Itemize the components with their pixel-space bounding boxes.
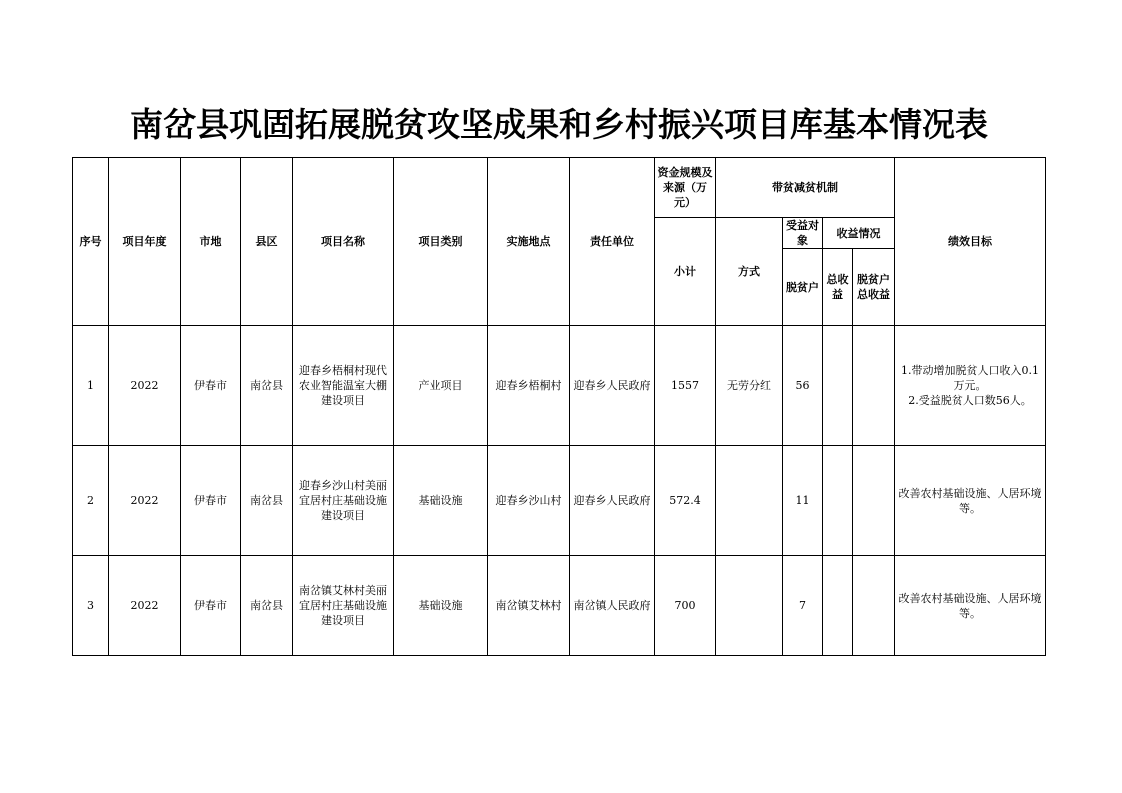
cell-name: 迎春乡梧桐村现代农业智能温室大棚建设项目 — [293, 326, 394, 446]
cell-unit: 迎春乡人民政府 — [570, 326, 655, 446]
cell-poor-households: 11 — [783, 446, 823, 556]
cell-poor-total-income — [853, 326, 895, 446]
cell-county: 南岔县 — [241, 326, 293, 446]
cell-performance — [895, 446, 1046, 556]
cell-location: 南岔镇艾林村 — [488, 556, 570, 656]
cell-county: 南岔县 — [241, 556, 293, 656]
cell-location: 迎春乡梧桐村 — [488, 326, 570, 446]
cell-seq: 2 — [73, 446, 109, 556]
cell-name: 迎春乡沙山村美丽宜居村庄基础设施建设项目 — [293, 446, 394, 556]
cell-location: 迎春乡沙山村 — [488, 446, 570, 556]
cell-seq: 3 — [73, 556, 109, 656]
header-category: 项目类别 — [394, 158, 488, 326]
cell-unit: 南岔镇人民政府 — [570, 556, 655, 656]
header-year: 项目年度 — [109, 158, 181, 326]
cell-performance — [895, 326, 1046, 446]
cell-seq: 1 — [73, 326, 109, 446]
header-county: 县区 — [241, 158, 293, 326]
cell-subtotal: 1557 — [655, 326, 716, 446]
cell-name: 南岔镇艾林村美丽宜居村庄基础设施建设项目 — [293, 556, 394, 656]
cell-county: 南岔县 — [241, 446, 293, 556]
cell-total-income — [823, 446, 853, 556]
performance-line: 1.带动增加脱贫人口收入0.1万元。 — [901, 364, 1039, 392]
header-name: 项目名称 — [293, 158, 394, 326]
cell-method: 无劳分红 — [716, 326, 783, 446]
cell-method — [716, 446, 783, 556]
cell-poor-total-income — [853, 446, 895, 556]
header-poor-total-income: 脱贫户总收益 — [853, 249, 895, 326]
header-location: 实施地点 — [488, 158, 570, 326]
cell-total-income — [823, 556, 853, 656]
header-unit: 责任单位 — [570, 158, 655, 326]
header-performance: 绩效目标 — [895, 158, 1046, 326]
cell-city: 伊春市 — [181, 446, 241, 556]
cell-unit: 迎春乡人民政府 — [570, 446, 655, 556]
cell-poor-total-income — [853, 556, 895, 656]
cell-performance — [895, 556, 1046, 656]
header-total-income: 总收益 — [823, 249, 853, 326]
table-row — [73, 326, 1046, 446]
cell-poor-households: 56 — [783, 326, 823, 446]
cell-total-income — [823, 326, 853, 446]
header-row-1 — [73, 158, 1046, 218]
cell-poor-households: 7 — [783, 556, 823, 656]
table-row — [73, 556, 1046, 656]
cell-city: 伊春市 — [181, 326, 241, 446]
cell-subtotal: 700 — [655, 556, 716, 656]
performance-line: 改善农村基础设施、人居环境等。 — [898, 591, 1042, 620]
page-title: 南岔县巩固拓展脱贫攻坚成果和乡村振兴项目库基本情况表 — [130, 105, 988, 144]
header-seq: 序号 — [73, 158, 109, 326]
cell-city: 伊春市 — [181, 556, 241, 656]
performance-line: 改善农村基础设施、人居环境等。 — [898, 486, 1042, 515]
cell-method — [716, 556, 783, 656]
table-row — [73, 446, 1046, 556]
cell-year: 2022 — [109, 556, 181, 656]
header-mechanism: 带贫减贫机制 — [716, 158, 895, 218]
cell-year: 2022 — [109, 326, 181, 446]
cell-category: 基础设施 — [394, 556, 488, 656]
header-income: 收益情况 — [823, 218, 895, 249]
cell-subtotal: 572.4 — [655, 446, 716, 556]
header-beneficiary: 受益对象 — [783, 218, 823, 249]
header-fund: 资金规模及来源（万元） — [655, 158, 716, 218]
header-method: 方式 — [716, 218, 783, 326]
header-city: 市地 — [181, 158, 241, 326]
header-subtotal: 小计 — [655, 218, 716, 326]
project-table — [72, 157, 1046, 656]
performance-line: 2.受益脱贫人口数56人。 — [908, 394, 1032, 407]
cell-year: 2022 — [109, 446, 181, 556]
cell-category: 产业项目 — [394, 326, 488, 446]
header-poor-households: 脱贫户 — [783, 249, 823, 326]
cell-category: 基础设施 — [394, 446, 488, 556]
